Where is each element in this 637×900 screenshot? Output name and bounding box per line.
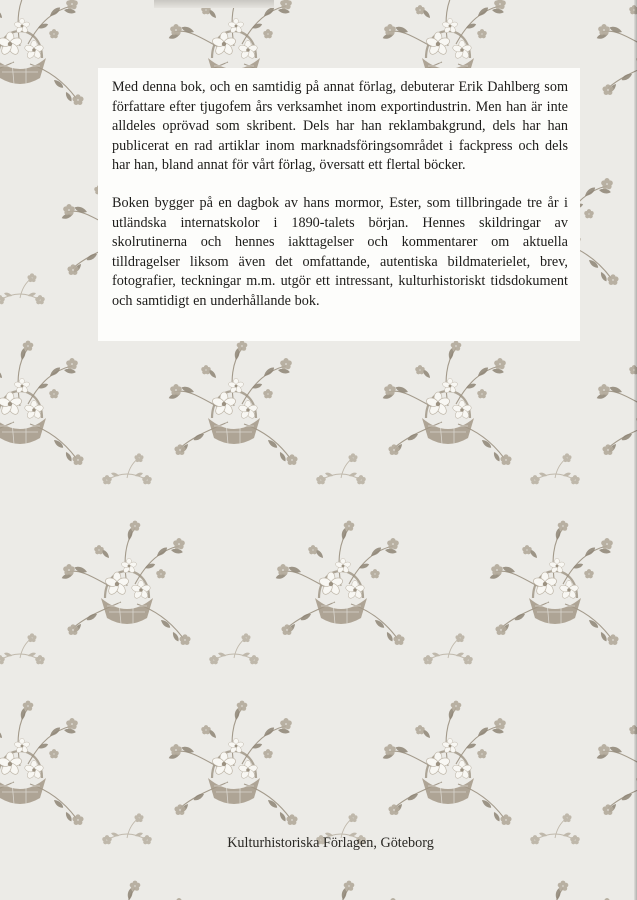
floral-spray-icon: [316, 453, 366, 484]
top-edge-tab: [154, 0, 274, 8]
floral-basket-icon: [61, 521, 191, 645]
floral-spray-icon: [530, 453, 580, 484]
floral-basket-icon: [0, 0, 84, 105]
floral-spray-icon: [0, 633, 45, 664]
floral-spray-icon: [209, 633, 259, 664]
blurb-paragraph-1: Med denna bok, och en samtidig på annat förlag, debuterar Erik Dahlberg som författare efter tjugofem års verksamhet inom exportindustrin. Men han är inte alldeles oprövad som skribent. Dels har han reklambakgrund, dels har han publicerat en rad artiklar inom marknadsföringsområdet i fackpress och dels har han, bland annat för vårt förlag, översatt ett flertal böcker.: [112, 79, 568, 174]
publisher-imprint: Kulturhistoriska Förlagen, Göteborg: [227, 835, 434, 851]
floral-basket-icon: [0, 341, 84, 465]
blurb-paragraph-2: Boken bygger på en dagbok av hans mormor, Ester, som tillbringade tre år i utländska internatskolor i 1890-talets början. Hennes skildringar av skolrutinerna och hennes iakttagelser och kommentarer om aktuella tilldragelser liksom även det omfattande, autentiska bildmaterielet, brev, fotografier, teckningar m.m. utgör ett intressant, kulturhistoriskt tidsdokument och samtidigt en underhållande bok.: [112, 194, 568, 309]
floral-basket-icon: [61, 881, 191, 900]
floral-basket-icon: [489, 881, 619, 900]
floral-basket-icon: [0, 701, 84, 825]
floral-basket-icon: [275, 521, 405, 645]
floral-spray-icon: [0, 273, 45, 304]
floral-basket-icon: [168, 701, 298, 825]
floral-basket-icon: [382, 701, 512, 825]
floral-basket-icon: [489, 521, 619, 645]
floral-spray-icon: [423, 633, 473, 664]
floral-basket-icon: [382, 341, 512, 465]
floral-basket-icon: [596, 0, 637, 105]
floral-basket-icon: [596, 341, 637, 465]
floral-spray-icon: [102, 453, 152, 484]
floral-basket-icon: [596, 701, 637, 825]
floral-basket-icon: [168, 341, 298, 465]
blurb-box: [98, 68, 580, 341]
floral-basket-icon: [275, 881, 405, 900]
